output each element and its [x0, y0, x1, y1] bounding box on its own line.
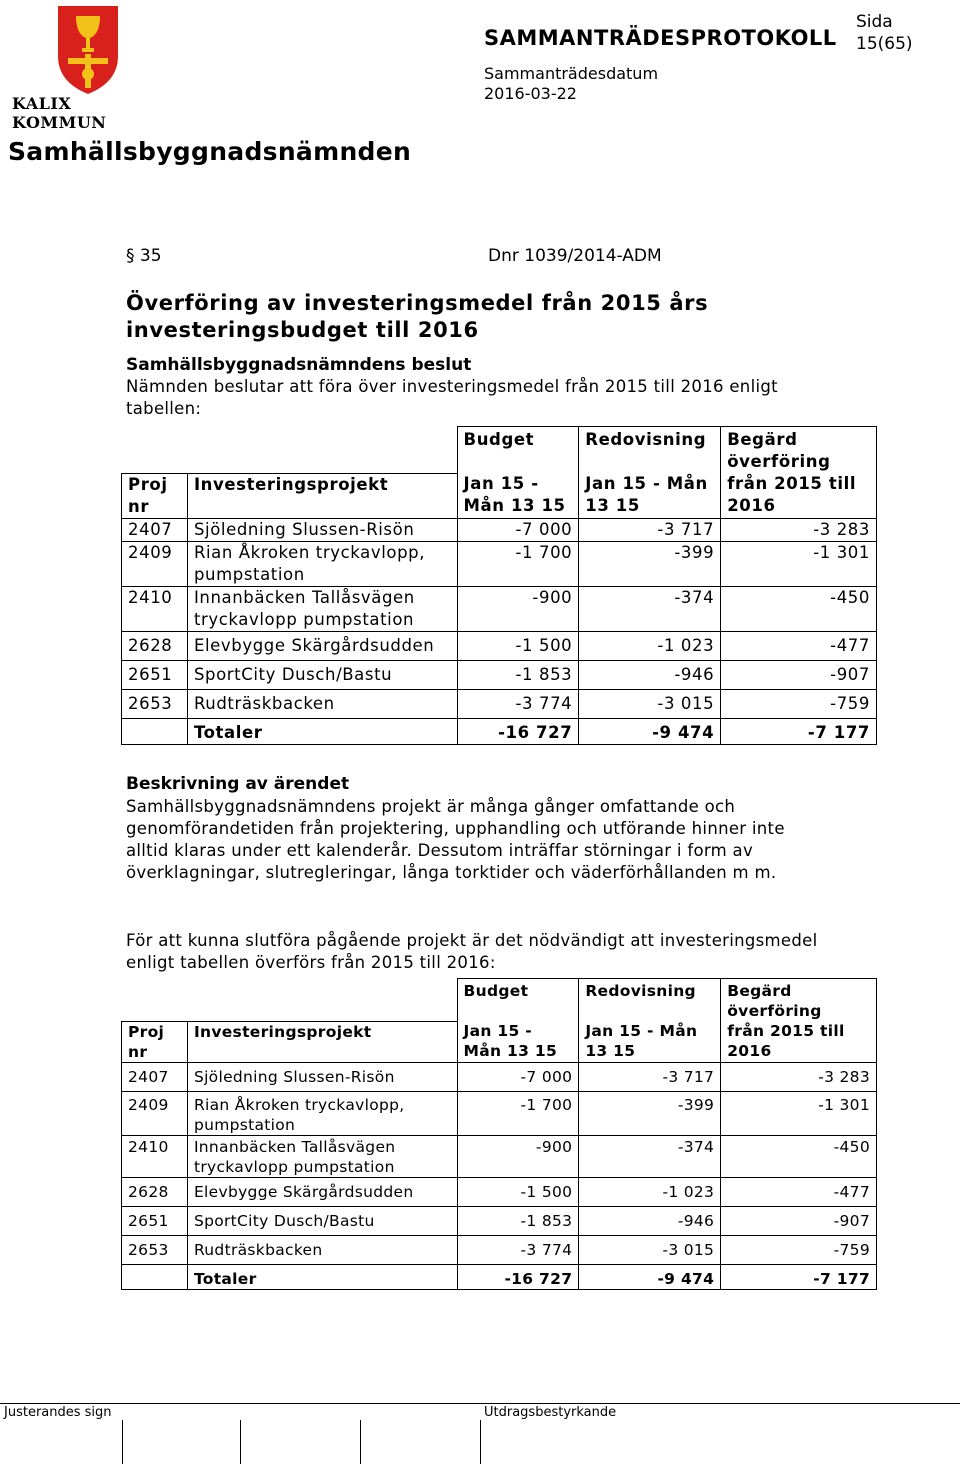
investment-table-decision — [121, 426, 877, 745]
transfer-header: Begärd överföring — [721, 979, 877, 1022]
table-top-header-row — [122, 427, 877, 474]
redovisning-value: -3 015 — [579, 689, 721, 718]
investment-table-description — [121, 978, 877, 1290]
budget-value: -7 000 — [457, 518, 579, 541]
budget-value: -7 000 — [457, 1062, 579, 1091]
transfer-value: -1 301 — [721, 541, 877, 586]
redovisning-total: -9 474 — [579, 1264, 721, 1289]
transfer-value: -907 — [721, 1206, 877, 1235]
redovisning-value: -1 023 — [579, 1177, 721, 1206]
totals-row — [122, 718, 877, 744]
proj-nr-header: Proj nr — [122, 473, 188, 518]
project-name: Rudträskbacken — [187, 689, 457, 718]
proj-nr: 2409 — [122, 541, 188, 586]
budget-header: Budget — [457, 427, 579, 474]
table-row — [122, 518, 877, 541]
proj-nr: 2653 — [122, 1235, 188, 1264]
meeting-date-label: Sammanträdesdatum — [484, 64, 659, 83]
table-row — [122, 1135, 877, 1177]
budget-value: -1 853 — [457, 660, 579, 689]
signature-divider — [360, 1420, 361, 1464]
section-title: Överföring av investeringsmedel från 2015 års investeringsbudget till 2016 — [126, 291, 709, 342]
proj-nr: 2410 — [122, 1135, 188, 1177]
table-row — [122, 1206, 877, 1235]
budget-value: -3 774 — [457, 1235, 579, 1264]
transfer-period-header: från 2015 till 2016 — [721, 1021, 877, 1062]
transfer-value: -3 283 — [721, 1062, 877, 1091]
transfer-value: -450 — [721, 586, 877, 631]
redovisning-value: -3 717 — [579, 1062, 721, 1091]
redovisning-value: -3 015 — [579, 1235, 721, 1264]
transfer-value: -477 — [721, 631, 877, 660]
table-column-header-row — [122, 1021, 877, 1062]
description-heading: Beskrivning av ärendet — [126, 774, 350, 794]
case-number: Dnr 1039/2014-ADM — [488, 246, 662, 266]
transfer-value: -759 — [721, 1235, 877, 1264]
transfer-period-header: från 2015 till 2016 — [721, 473, 877, 518]
budget-value: -1 700 — [457, 541, 579, 586]
budget-value: -1 700 — [457, 1091, 579, 1135]
budget-period-header: Jan 15 - Mån 13 15 — [457, 1021, 579, 1062]
project-name: Innanbäcken Tallåsvägen tryckavlopp pumpstation — [187, 1135, 457, 1177]
budget-total: -16 727 — [457, 718, 579, 744]
project-name: SportCity Dusch/Bastu — [187, 660, 457, 689]
table-row — [122, 1177, 877, 1206]
proj-nr: 2409 — [122, 1091, 188, 1135]
redovisning-value: -399 — [579, 541, 721, 586]
budget-value: -3 774 — [457, 689, 579, 718]
meeting-date: 2016-03-22 — [484, 84, 577, 103]
proj-nr: 2651 — [122, 660, 188, 689]
signature-divider — [122, 1420, 123, 1464]
signature-divider — [480, 1420, 481, 1464]
table-row — [122, 631, 877, 660]
totals-label: Totaler — [187, 718, 457, 744]
budget-total: -16 727 — [457, 1264, 579, 1289]
description-text: Samhällsbyggnadsnämndens projekt är många gånger omfattande och genomförandetiden från projektering, upphandling och utförande hinner inte alltid klaras under ett kalenderår. Dessutom inträffar störningar i form av överklagningar, slutregleringar, långa torktider och väderförhållanden m m. — [126, 797, 785, 882]
table-row — [122, 1062, 877, 1091]
transfer-header: Begärd överföring — [721, 427, 877, 474]
budget-value: -900 — [457, 1135, 579, 1177]
budget-value: -1 500 — [457, 1177, 579, 1206]
redovisning-value: -3 717 — [579, 518, 721, 541]
redovisning-value: -374 — [579, 586, 721, 631]
proj-nr: 2628 — [122, 1177, 188, 1206]
transfer-value: -759 — [721, 689, 877, 718]
redovisning-value: -946 — [579, 660, 721, 689]
transfer-total: -7 177 — [721, 718, 877, 744]
table-row — [122, 586, 877, 631]
transfer-value: -3 283 — [721, 518, 877, 541]
project-name: Elevbygge Skärgårdsudden — [187, 631, 457, 660]
table-row — [122, 689, 877, 718]
totals-row — [122, 1264, 877, 1289]
budget-value: -1 500 — [457, 631, 579, 660]
paragraph-number: § 35 — [126, 246, 162, 266]
redovisning-value: -374 — [579, 1135, 721, 1177]
proj-nr: 2653 — [122, 689, 188, 718]
project-header: Investeringsprojekt — [187, 473, 457, 518]
project-header: Investeringsprojekt — [187, 1021, 457, 1062]
redovisning-header: Redovisning — [579, 427, 721, 474]
municipality-name: KALIX KOMMUN — [12, 94, 107, 132]
proj-nr: 2651 — [122, 1206, 188, 1235]
project-name: Elevbygge Skärgårdsudden — [187, 1177, 457, 1206]
redovisning-value: -399 — [579, 1091, 721, 1135]
document-title: SAMMANTRÄDESPROTOKOLL — [484, 26, 837, 50]
redovisning-total: -9 474 — [579, 718, 721, 744]
redovisning-period-header: Jan 15 - Mån 13 15 — [579, 1021, 721, 1062]
kalix-kommun-logo — [10, 4, 160, 132]
signature-divider — [240, 1420, 241, 1464]
table-top-header-row — [122, 979, 877, 1022]
budget-value: -1 853 — [457, 1206, 579, 1235]
budget-value: -900 — [457, 586, 579, 631]
page-label: Sida — [856, 12, 893, 32]
transfer-total: -7 177 — [721, 1264, 877, 1289]
transfer-value: -477 — [721, 1177, 877, 1206]
totals-label: Totaler — [187, 1264, 457, 1289]
certification-label: Utdragsbestyrkande — [484, 1405, 617, 1420]
proj-nr-header: Proj nr — [122, 1021, 188, 1062]
redovisning-value: -946 — [579, 1206, 721, 1235]
decision-text: Nämnden beslutar att föra över investeringsmedel från 2015 till 2016 enligt tabellen: — [126, 377, 778, 418]
table-column-header-row — [122, 473, 877, 518]
budget-header: Budget — [457, 979, 579, 1022]
transfer-text: För att kunna slutföra pågående projekt är det nödvändigt att investeringsmedel enligt tabellen överförs från 2015 till 2016: — [126, 931, 818, 972]
page-number: 15(65) — [856, 34, 913, 54]
project-name: Rian Åkroken tryckavlopp, pumpstation — [187, 1091, 457, 1135]
decision-heading: Samhällsbyggnadsnämndens beslut — [126, 355, 472, 375]
committee-name: Samhällsbyggnadsnämnden — [8, 137, 412, 166]
table-row — [122, 660, 877, 689]
signature-label: Justerandes sign — [4, 1405, 112, 1420]
project-name: SportCity Dusch/Bastu — [187, 1206, 457, 1235]
proj-nr: 2628 — [122, 631, 188, 660]
transfer-value: -1 301 — [721, 1091, 877, 1135]
project-name: Innanbäcken Tallåsvägen tryckavlopp pumpstation — [187, 586, 457, 631]
proj-nr: 2407 — [122, 518, 188, 541]
transfer-value: -907 — [721, 660, 877, 689]
project-name: Sjöledning Slussen-Risön — [187, 1062, 457, 1091]
table-row — [122, 541, 877, 586]
budget-period-header: Jan 15 - Mån 13 15 — [457, 473, 579, 518]
project-name: Rian Åkroken tryckavlopp, pumpstation — [187, 541, 457, 586]
redovisning-value: -1 023 — [579, 631, 721, 660]
project-name: Rudträskbacken — [187, 1235, 457, 1264]
proj-nr: 2410 — [122, 586, 188, 631]
redovisning-header: Redovisning — [579, 979, 721, 1022]
transfer-value: -450 — [721, 1135, 877, 1177]
table-row — [122, 1091, 877, 1135]
table-row — [122, 1235, 877, 1264]
project-name: Sjöledning Slussen-Risön — [187, 518, 457, 541]
redovisning-period-header: Jan 15 - Mån 13 15 — [579, 473, 721, 518]
proj-nr: 2407 — [122, 1062, 188, 1091]
